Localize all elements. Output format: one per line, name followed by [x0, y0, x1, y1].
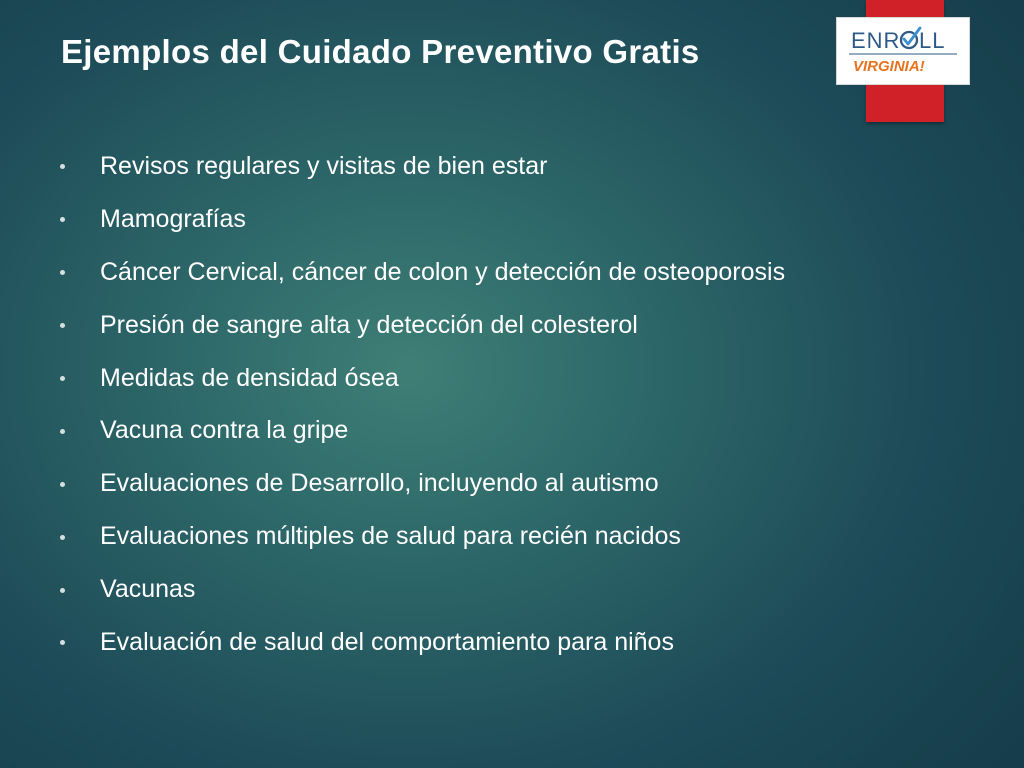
- bullet-dot-icon: [60, 164, 65, 169]
- bullet-dot-icon: [60, 482, 65, 487]
- bullet-dot-icon: [60, 588, 65, 593]
- bullet-dot-icon: [60, 270, 65, 275]
- slide-title: Ejemplos del Cuidado Preventivo Gratis: [61, 33, 700, 70]
- bullet-text: Evaluación de salud del comportamiento para niños: [100, 627, 674, 656]
- svg-text:VIRGINIA!: VIRGINIA!: [853, 58, 925, 75]
- bullet-text: Cáncer Cervical, cáncer de colon y detección de osteoporosis: [100, 257, 786, 286]
- list-item: [60, 510, 1000, 563]
- list-item: [60, 352, 1000, 405]
- bullet-text: Mamografías: [100, 204, 246, 233]
- svg-text:LL: LL: [919, 28, 946, 53]
- list-item: [60, 140, 1000, 193]
- list-item: [60, 193, 1000, 246]
- list-item: [60, 404, 1000, 457]
- bullet-dot-icon: [60, 640, 65, 645]
- bullet-dot-icon: [60, 535, 65, 540]
- bullet-dot-icon: [60, 217, 65, 222]
- bullet-text: Evaluaciones múltiples de salud para recién nacidos: [100, 522, 681, 551]
- bullet-text: Vacunas: [100, 575, 196, 604]
- list-item: [60, 616, 1000, 669]
- bullet-dot-icon: [60, 429, 65, 434]
- bullet-text: Evaluaciones de Desarrollo, incluyendo al autismo: [100, 469, 659, 498]
- bullet-text: Presión de sangre alta y detección del colesterol: [100, 310, 638, 339]
- enroll-virginia-logo: [836, 17, 970, 85]
- bullet-text: Vacuna contra la gripe: [100, 416, 349, 445]
- list-item: [60, 457, 1000, 510]
- bullet-text: Revisos regulares y visitas de bien estar: [100, 151, 548, 180]
- bullet-text: Medidas de densidad ósea: [100, 363, 399, 392]
- list-item: [60, 299, 1000, 352]
- svg-text:ENR: ENR: [851, 28, 901, 53]
- bullet-dot-icon: [60, 323, 65, 328]
- bullet-list: [60, 140, 1000, 669]
- list-item: [60, 246, 1000, 299]
- list-item: [60, 563, 1000, 616]
- bullet-dot-icon: [60, 376, 65, 381]
